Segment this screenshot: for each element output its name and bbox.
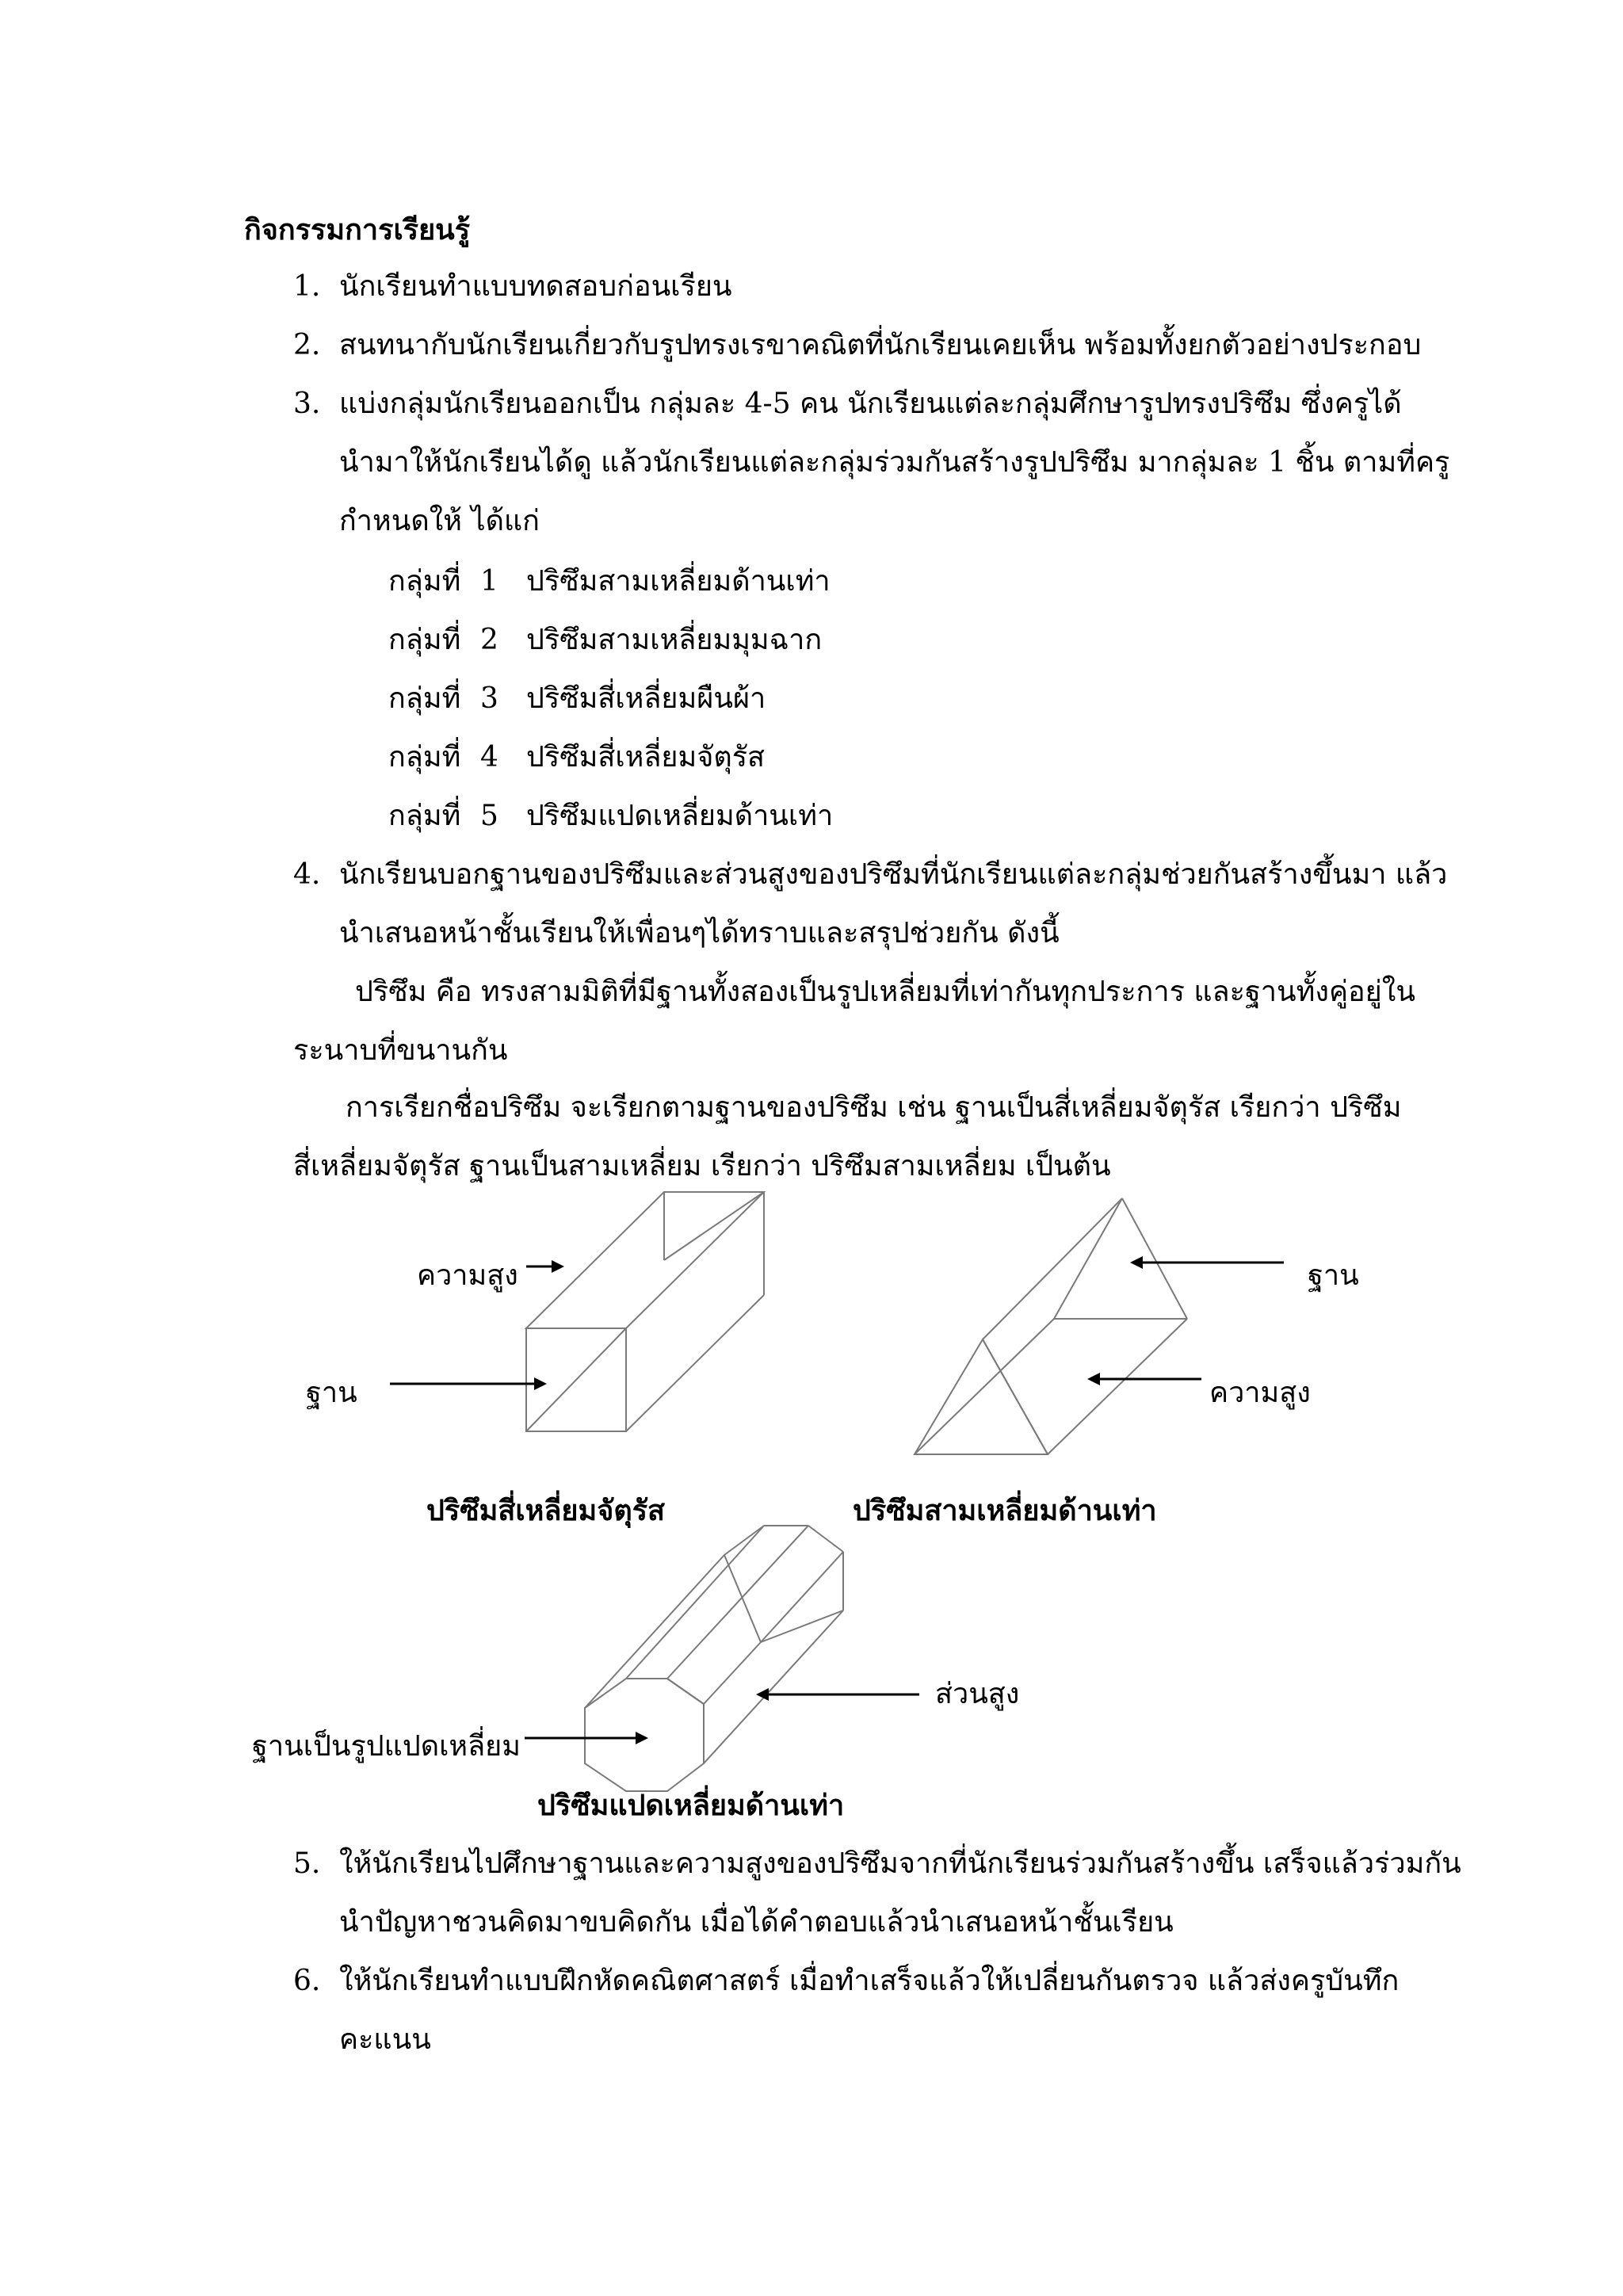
figure-caption: ปริซึมสามเหลี่ยมด้านเท่า xyxy=(853,1494,1157,1527)
item-number: 6. xyxy=(293,1965,321,1997)
triangle-prism-drawing xyxy=(915,1198,1187,1454)
group-name: ปริซึมสี่เหลี่ยมผืนผ้า xyxy=(526,682,766,715)
item-text: ให้นักเรียนทำแบบฝึกหัดคณิตศาสตร์ เมื่อทำเสร็จแล้วให้เปลี่ยนกันตรวจ แล้วส่งครูบันทึก xyxy=(339,1965,1400,1997)
item-number: 5. xyxy=(293,1847,321,1880)
group-number: 5 xyxy=(480,800,498,832)
definition-text: ปริซึม คือ ทรงสามมิติที่มีฐานทั้งสองเป็นรูปเหลี่ยมที่เท่ากันทุกประการ และฐานทั้งคู่อยู่ใน xyxy=(355,976,1415,1008)
height-label: ความสูง xyxy=(1209,1377,1311,1409)
group-label: กลุ่มที่ xyxy=(388,565,461,598)
definition-text: ระนาบที่ขนานกัน xyxy=(293,1034,508,1067)
item-text: นักเรียนทำแบบทดสอบก่อนเรียน xyxy=(339,270,732,303)
group-name: ปริซึมแปดเหลี่ยมด้านเท่า xyxy=(526,800,834,832)
section-heading: กิจกรรมการเรียนรู้ xyxy=(244,213,471,246)
item-number: 2. xyxy=(293,329,321,361)
base-label: ฐาน xyxy=(306,1377,357,1409)
octagon-prism-drawing xyxy=(585,1526,843,1791)
naming-text: การเรียกชื่อปริซึม จะเรียกตามฐานของปริซึม เช่น ฐานเป็นสี่เหลี่ยมจัตุรัส เรียกว่า ปริซึม xyxy=(346,1091,1402,1124)
item-number: 4. xyxy=(293,858,321,891)
base-label: ฐานเป็นรูปแปดเหลี่ยม xyxy=(252,1730,521,1763)
square-prism-drawing xyxy=(526,1192,764,1431)
group-number: 3 xyxy=(480,682,498,715)
item-text: นำปัญหาชวนคิดมาขบคิดกัน เมื่อได้คำตอบแล้วนำเสนอหน้าชั้นเรียน xyxy=(339,1906,1174,1939)
arrow-icon xyxy=(1087,1373,1201,1385)
height-label: ส่วนสูง xyxy=(935,1678,1020,1710)
height-label: ความสูง xyxy=(417,1259,518,1292)
arrow-icon xyxy=(1130,1256,1284,1269)
group-label: กลุ่มที่ xyxy=(388,741,461,774)
item-number: 3. xyxy=(293,388,321,420)
figure-caption: ปริซึมแปดเหลี่ยมด้านเท่า xyxy=(537,1789,845,1822)
group-label: กลุ่มที่ xyxy=(388,800,461,832)
arrow-icon xyxy=(756,1688,919,1701)
group-number: 1 xyxy=(480,565,498,598)
arrow-icon xyxy=(390,1377,547,1390)
item-text: นำเสนอหน้าชั้นเรียนให้เพื่อนๆได้ทราบและสรุปช่วยกัน ดังนี้ xyxy=(339,917,1060,949)
item-text: ให้นักเรียนไปศึกษาฐานและความสูงของปริซึมจากที่นักเรียนร่วมกันสร้างขึ้น เสร็จแล้วร่วมกัน xyxy=(339,1847,1461,1880)
figure-caption: ปริซึมสี่เหลี่ยมจัตุรัส xyxy=(426,1494,666,1527)
item-text: กำหนดให้ ได้แก่ xyxy=(339,505,540,537)
group-name: ปริซึมสามเหลี่ยมมุมฉาก xyxy=(526,624,823,656)
group-number: 4 xyxy=(480,741,498,774)
group-name: ปริซึมสี่เหลี่ยมจัตุรัส xyxy=(526,741,766,774)
item-text: นำมาให้นักเรียนได้ดู แล้วนักเรียนแต่ละกลุ่มร่วมกันสร้างรูปปริซึม มากลุ่มละ 1 ชิ้น ตามที่ครู xyxy=(339,446,1450,479)
item-text: แบ่งกลุ่มนักเรียนออกเป็น กลุ่มละ 4-5 คน นักเรียนแต่ละกลุ่มศึกษารูปทรงปริซึม ซึ่งครูได้ xyxy=(339,388,1402,420)
item-text: นักเรียนบอกฐานของปริซึมและส่วนสูงของปริซึมที่นักเรียนแต่ละกลุ่มช่วยกันสร้างขึ้นมา แล้ว xyxy=(339,858,1448,891)
item-number: 1. xyxy=(293,270,321,303)
base-label: ฐาน xyxy=(1308,1259,1359,1292)
item-text: คะแนน xyxy=(339,2023,431,2056)
group-name: ปริซึมสามเหลี่ยมด้านเท่า xyxy=(526,565,831,598)
naming-text: สี่เหลี่ยมจัตุรัส ฐานเป็นสามเหลี่ยม เรียกว่า ปริซึมสามเหลี่ยม เป็นต้น xyxy=(293,1150,1111,1182)
group-label: กลุ่มที่ xyxy=(388,624,461,656)
group-number: 2 xyxy=(480,624,498,656)
arrow-icon xyxy=(525,1732,648,1744)
item-text: สนทนากับนักเรียนเกี่ยวกับรูปทรงเรขาคณิตที่นักเรียนเคยเห็น พร้อมทั้งยกตัวอย่างประกอบ xyxy=(339,329,1422,361)
arrow-icon xyxy=(526,1260,564,1273)
group-label: กลุ่มที่ xyxy=(388,682,461,715)
